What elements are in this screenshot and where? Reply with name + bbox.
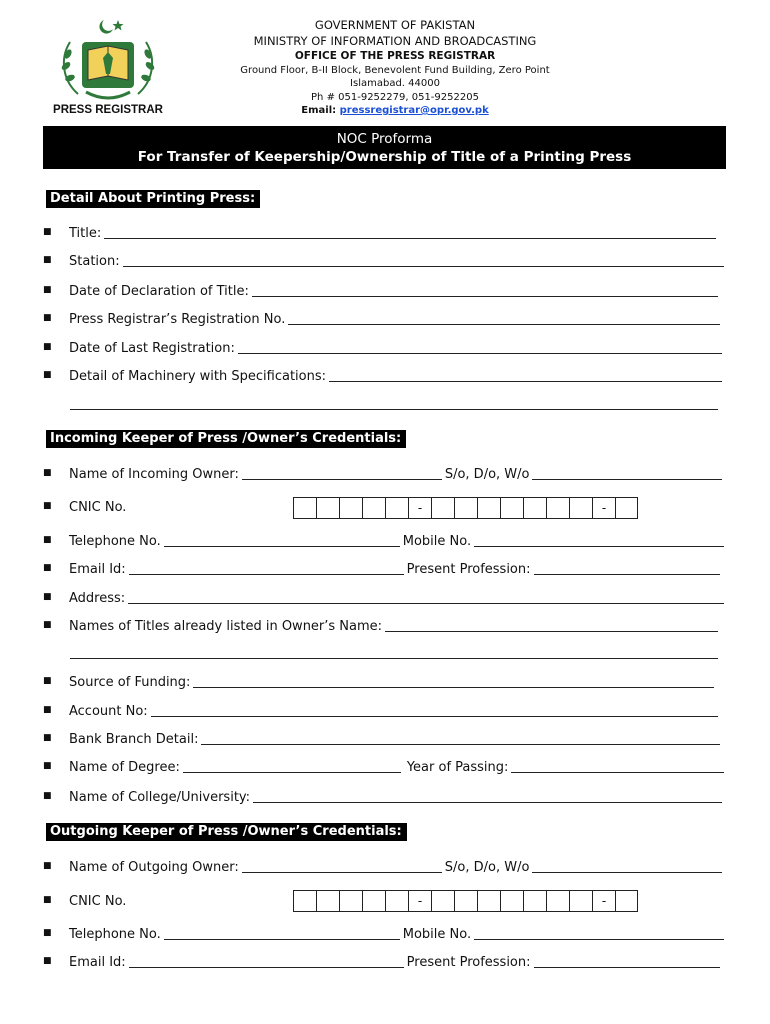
incoming-degree-label: Name of Degree: [69, 760, 180, 775]
bullet: ■ [43, 255, 52, 265]
incoming-account-input[interactable] [151, 715, 718, 717]
field-last-registration [43, 338, 722, 356]
cnic-digit-box[interactable] [362, 497, 385, 519]
cnic-digit-box[interactable] [362, 890, 385, 912]
bullet: ■ [43, 592, 52, 602]
incoming-funding-label: Source of Funding: [69, 675, 191, 690]
incoming-degree-input[interactable] [183, 771, 401, 773]
bullet: ■ [43, 956, 52, 966]
incoming-address-input[interactable] [128, 602, 724, 604]
incoming-telephone-input[interactable] [164, 545, 400, 547]
outgoing-telephone-label: Telephone No. [69, 927, 161, 942]
field-station [43, 251, 724, 269]
cnic-digit-box[interactable] [316, 497, 339, 519]
cnic-digit-box[interactable] [477, 497, 500, 519]
bullet: ■ [43, 285, 52, 295]
field-declaration-label: Date of Declaration of Title: [69, 284, 249, 299]
incoming-passing-label: Year of Passing: [406, 760, 509, 775]
field-registration-label: Press Registrar’s Registration No. [69, 312, 286, 327]
field-incoming-account [43, 701, 718, 719]
field-machinery-label: Detail of Machinery with Specifications: [69, 369, 327, 384]
field-outgoing-email [43, 952, 720, 970]
bullet: ■ [43, 370, 52, 380]
field-incoming-bank [43, 729, 720, 747]
outgoing-name-label: Name of Outgoing Owner: [69, 860, 239, 875]
incoming-email-label: Email Id: [69, 562, 126, 577]
outgoing-name-input[interactable] [242, 871, 442, 873]
cnic-digit-box[interactable] [431, 497, 454, 519]
field-station-input[interactable] [123, 265, 724, 267]
section-incoming-heading: Incoming Keeper of Press /Owner’s Credentials: [46, 430, 406, 448]
cnic-digit-box[interactable] [293, 497, 316, 519]
outgoing-profession-input[interactable] [534, 966, 720, 968]
bullet: ■ [43, 676, 52, 686]
incoming-titles-label: Names of Titles already listed in Owner’s Name: [69, 619, 383, 634]
incoming-bank-input[interactable] [201, 743, 720, 745]
outgoing-sdw-input[interactable] [532, 871, 722, 873]
field-outgoing-name [43, 857, 722, 875]
field-incoming-name [43, 464, 722, 482]
email-label: Email: [301, 105, 337, 116]
field-declaration-date [43, 281, 718, 299]
bullet: ■ [43, 563, 52, 573]
incoming-titles-continuation[interactable] [70, 657, 718, 659]
header-ministry: MINISTRY OF INFORMATION AND BROADCASTING [253, 34, 537, 48]
field-incoming-titles [43, 616, 718, 634]
field-machinery [43, 366, 722, 384]
bullet: ■ [43, 468, 52, 478]
cnic-digit-box[interactable] [454, 890, 477, 912]
bullet: ■ [43, 733, 52, 743]
incoming-sdw-label: S/o, D/o, W/o [444, 467, 530, 482]
header-city: Islamabad. 44000 [350, 78, 440, 89]
field-last-registration-label: Date of Last Registration: [69, 341, 235, 356]
form-subtitle: For Transfer of Keepership/Ownership of Title of a Printing Press [137, 149, 632, 165]
incoming-name-input[interactable] [242, 478, 442, 480]
bullet: ■ [43, 895, 52, 905]
cnic-digit-box[interactable] [569, 497, 592, 519]
bullet: ■ [43, 342, 52, 352]
cnic-dash-box: - [408, 890, 431, 912]
incoming-mobile-input[interactable] [474, 545, 724, 547]
incoming-mobile-label: Mobile No. [402, 534, 472, 549]
cnic-digit-box[interactable] [500, 890, 523, 912]
field-incoming-phone [43, 531, 724, 549]
field-incoming-degree [43, 757, 724, 775]
cnic-digit-box[interactable] [615, 497, 638, 519]
bullet: ■ [43, 227, 52, 237]
incoming-account-label: Account No: [69, 704, 148, 719]
outgoing-profession-label: Present Profession: [406, 955, 531, 970]
cnic-digit-box[interactable] [316, 890, 339, 912]
field-registration-no [43, 309, 720, 327]
cnic-digit-box[interactable] [385, 497, 408, 519]
cnic-digit-box[interactable] [339, 890, 362, 912]
bullet: ■ [43, 535, 52, 545]
incoming-sdw-input[interactable] [532, 478, 722, 480]
bullet: ■ [43, 620, 52, 630]
cnic-digit-box[interactable] [546, 497, 569, 519]
outgoing-sdw-label: S/o, D/o, W/o [444, 860, 530, 875]
cnic-digit-box[interactable] [500, 497, 523, 519]
outgoing-telephone-input[interactable] [164, 938, 400, 940]
cnic-digit-box[interactable] [546, 890, 569, 912]
form-title-banner [43, 126, 726, 169]
outgoing-mobile-label: Mobile No. [402, 927, 472, 942]
incoming-profession-label: Present Profession: [406, 562, 531, 577]
header-address: Ground Floor, B-II Block, Benevolent Fund Building, Zero Point [240, 65, 550, 76]
field-incoming-cnic [43, 497, 283, 515]
incoming-profession-input[interactable] [534, 573, 720, 575]
bullet: ■ [43, 791, 52, 801]
outgoing-mobile-input[interactable] [474, 938, 724, 940]
cnic-digit-box[interactable] [615, 890, 638, 912]
incoming-email-input[interactable] [129, 573, 404, 575]
field-incoming-address [43, 588, 724, 606]
field-title [43, 223, 716, 241]
field-machinery-input[interactable] [329, 380, 722, 382]
field-title-input[interactable] [104, 237, 716, 239]
incoming-titles-input[interactable] [385, 630, 718, 632]
bullet: ■ [43, 705, 52, 715]
incoming-cnic-label: CNIC No. [69, 500, 127, 515]
header-phone: Ph # 051-9252279, 051-9252205 [311, 92, 479, 103]
outgoing-email-input[interactable] [129, 966, 404, 968]
cnic-dash-box: - [592, 890, 615, 912]
email-link[interactable]: pressregistrar@opr.gov.pk [339, 105, 489, 116]
bullet: ■ [43, 313, 52, 323]
cnic-dash-box: - [408, 497, 431, 519]
logo-caption: PRESS REGISTRAR [53, 104, 163, 116]
cnic-digit-box[interactable] [431, 890, 454, 912]
cnic-digit-box[interactable] [454, 497, 477, 519]
field-outgoing-cnic [43, 891, 283, 909]
header-government: GOVERNMENT OF PAKISTAN [314, 18, 476, 32]
cnic-digit-box[interactable] [293, 890, 316, 912]
section-outgoing-heading: Outgoing Keeper of Press /Owner’s Credentials: [46, 823, 407, 841]
incoming-college-label: Name of College/University: [69, 790, 251, 805]
cnic-digit-box[interactable] [477, 890, 500, 912]
field-title-label: Title: [69, 226, 102, 241]
bullet: ■ [43, 928, 52, 938]
header-office: OFFICE OF THE PRESS REGISTRAR [294, 50, 496, 62]
field-registration-input[interactable] [288, 323, 720, 325]
bullet: ■ [43, 501, 52, 511]
incoming-college-input[interactable] [253, 801, 722, 803]
incoming-cnic-boxes[interactable] [293, 497, 638, 519]
field-incoming-funding [43, 672, 714, 690]
incoming-bank-label: Bank Branch Detail: [69, 732, 199, 747]
field-outgoing-phone [43, 924, 724, 942]
field-incoming-college [43, 787, 722, 805]
incoming-name-label: Name of Incoming Owner: [69, 467, 239, 482]
header-email [200, 105, 590, 116]
field-last-registration-input[interactable] [238, 352, 722, 354]
cnic-digit-box[interactable] [523, 890, 546, 912]
field-station-label: Station: [69, 254, 120, 269]
cnic-digit-box[interactable] [569, 890, 592, 912]
field-declaration-input[interactable] [252, 295, 718, 297]
field-machinery-continuation[interactable] [70, 408, 718, 410]
incoming-telephone-label: Telephone No. [69, 534, 161, 549]
bullet: ■ [43, 761, 52, 771]
cnic-dash-box: - [592, 497, 615, 519]
incoming-passing-input[interactable] [511, 771, 724, 773]
bullet: ■ [43, 861, 52, 871]
incoming-address-label: Address: [69, 591, 126, 606]
section-press-heading: Detail About Printing Press: [46, 190, 260, 208]
cnic-digit-box[interactable] [385, 890, 408, 912]
outgoing-cnic-label: CNIC No. [69, 894, 127, 909]
field-incoming-email [43, 559, 720, 577]
incoming-funding-input[interactable] [193, 686, 714, 688]
outgoing-cnic-boxes[interactable] [293, 890, 638, 912]
outgoing-email-label: Email Id: [69, 955, 126, 970]
cnic-digit-box[interactable] [339, 497, 362, 519]
form-title: NOC Proforma [336, 131, 433, 147]
cnic-digit-box[interactable] [523, 497, 546, 519]
